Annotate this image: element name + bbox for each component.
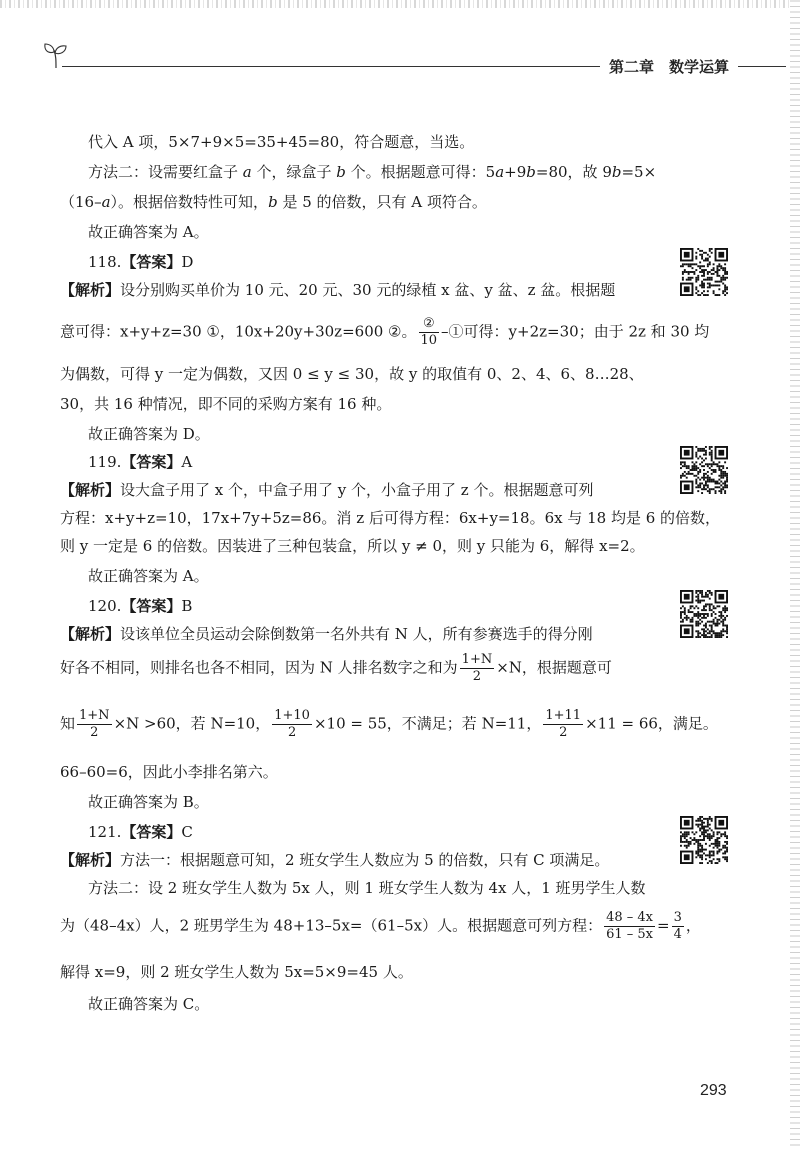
answer-line: 故正确答案为 B。: [88, 793, 209, 811]
text-line: 【解析】设大盒子用了 x 个，中盒子用了 y 个，小盒子用了 z 个。根据题意可列: [60, 481, 594, 499]
qr-code-icon[interactable]: [680, 816, 728, 864]
scan-edge-right: [790, 0, 800, 1149]
question-header: 118.【答案】D: [88, 253, 194, 271]
text-line: 解得 x=9，则 2 班女学生人数为 5x=5×9=45 人。: [60, 963, 413, 981]
fraction: $\frac{3}{4}$: [673, 910, 682, 942]
text-line: 知 $\frac{1+N}{2}$ ×N >60，若 N=10， $\frac{1+10}{2}$ ×10 = 55，不满足；若 N=11， $\frac{1+11}{2}$ ×11 = 66，满足。: [60, 708, 718, 740]
fraction: $\frac{1+11}{2}$: [545, 708, 582, 740]
fraction: $\frac{48 - 4x}{61 - 5x}$: [606, 910, 653, 942]
text-line: 方法二：设需要红盒子 a 个，绿盒子 b 个。根据题意可得：5a+9b=80，故 9b=5×: [88, 163, 657, 181]
answer-line: 故正确答案为 A。: [88, 223, 209, 241]
page-number: 293: [700, 1082, 727, 1099]
qr-code-icon[interactable]: [680, 590, 728, 638]
text-line: 【解析】设该单位全员运动会除倒数第一名外共有 N 人，所有参赛选手的得分刚: [60, 625, 593, 643]
scan-edge-top: [0, 0, 800, 8]
text-line: 为偶数，可得 y 一定为偶数，又因 0 ≤ y ≤ 30，故 y 的取值有 0、2、4、6、8…28、: [60, 365, 644, 383]
fraction: $\frac{1+N}{2}$: [461, 652, 493, 684]
question-header: 121.【答案】C: [88, 823, 193, 841]
qr-code-icon[interactable]: [680, 248, 728, 296]
text-line: 为（48–4x）人，2 班男学生为 48+13–5x=（61–5x）人。根据题意可列方程： $\frac{48 - 4x}{61 - 5x}$ = $\frac{3}{4}$ ，: [60, 910, 701, 942]
text-line: 意可得：x+y+z=30 ①，10x+20y+30z=600 ②。 $\frac{\text{②}}{10}$ –①可得：y+2z=30；由于 2z 和 30 均: [60, 316, 710, 348]
text-line: 方法二：设 2 班女学生人数为 5x 人，则 1 班女学生人数为 4x 人，1 班男学生人数: [88, 879, 646, 897]
chapter-title: 第二章 数学运算: [608, 58, 729, 76]
fraction: $\frac{\text{②}}{10}$: [420, 316, 438, 348]
header-rule-right: [738, 66, 786, 67]
text-line: 则 y 一定是 6 的倍数。因装进了三种包装盒，所以 y ≠ 0，则 y 只能为 6，解得 x=2。: [60, 537, 645, 555]
question-header: 119.【答案】A: [88, 453, 193, 471]
text-line: 方程：x+y+z=10，17x+7y+5z=86。消 z 后可得方程：6x+y=18。6x 与 18 均是 6 的倍数，: [60, 509, 721, 527]
text-line: 【解析】设分别购买单价为 10 元、20 元、30 元的绿植 x 盆、y 盆、z 盆。根据题: [60, 281, 616, 299]
fraction: $\frac{1+10}{2}$: [274, 708, 310, 740]
text-line: 66–60=6，因此小李排名第六。: [60, 763, 278, 781]
text-line: 30，共 16 种情况，即不同的采购方案有 16 种。: [60, 395, 392, 413]
answer-line: 故正确答案为 A。: [88, 567, 209, 585]
text-line: 代入 A 项，5×7+9×5=35+45=80，符合题意，当选。: [88, 133, 475, 151]
header-rule: [62, 66, 600, 67]
question-header: 120.【答案】B: [88, 597, 193, 615]
qr-code-icon[interactable]: [680, 446, 728, 494]
fraction: $\frac{1+N}{2}$: [79, 708, 110, 740]
text-line: （16–a）。根据倍数特性可知，b 是 5 的倍数，只有 A 项符合。: [60, 193, 487, 211]
text-line: 好各不相同，则排名也各不相同，因为 N 人排名数字之和为 $\frac{1+N}{2}$ ×N，根据题意可: [60, 652, 612, 684]
answer-line: 故正确答案为 C。: [88, 995, 210, 1013]
answer-line: 故正确答案为 D。: [88, 425, 210, 443]
text-line: 【解析】方法一：根据题意可知，2 班女学生人数应为 5 的倍数，只有 C 项满足。: [60, 851, 610, 869]
